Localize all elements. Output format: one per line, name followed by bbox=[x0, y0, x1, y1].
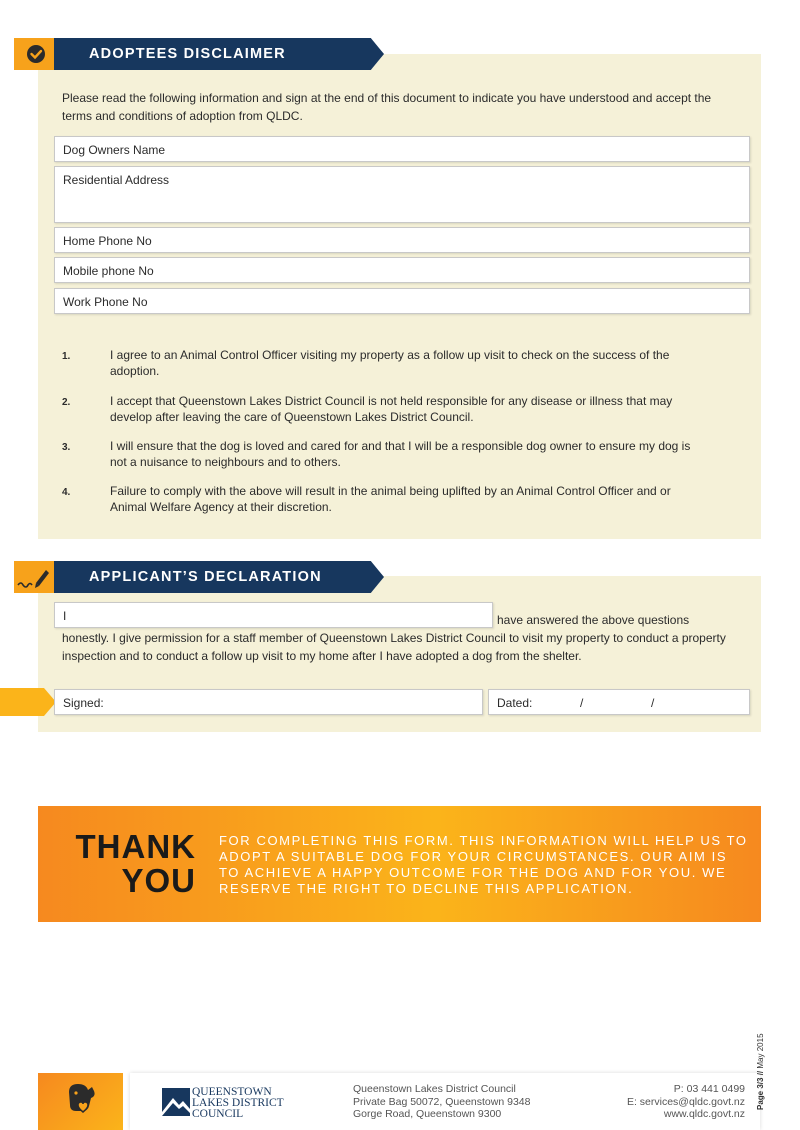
page-date: May 2015 bbox=[756, 1033, 765, 1069]
address-line: Queenstown Lakes District Council bbox=[353, 1083, 516, 1095]
list-item bbox=[62, 483, 722, 515]
declaration-header-tab bbox=[14, 561, 54, 593]
phone-line: P: 03 441 0499 bbox=[673, 1083, 745, 1095]
work-phone-label: Work Phone No bbox=[63, 295, 148, 309]
page-indicator bbox=[756, 1033, 765, 1110]
footer-icon-block bbox=[38, 1073, 123, 1130]
thank-you-line-1: THANK bbox=[75, 828, 196, 865]
address-line: Private Bag 50072, Queenstown 9348 bbox=[353, 1095, 531, 1108]
signed-field[interactable] bbox=[54, 689, 483, 715]
term-number: 2. bbox=[62, 397, 71, 408]
list-item bbox=[62, 347, 722, 379]
website-line[interactable]: www.qldc.govt.nz bbox=[663, 1108, 745, 1120]
pen-signature-icon bbox=[14, 561, 54, 593]
applicant-name-field[interactable] bbox=[54, 602, 493, 628]
signed-label: Signed: bbox=[63, 696, 104, 710]
checkmark-icon bbox=[14, 38, 54, 70]
thank-you-heading bbox=[76, 830, 196, 898]
signature-arrow-marker bbox=[0, 688, 56, 716]
thank-you-banner bbox=[38, 806, 761, 922]
date-separator: / bbox=[580, 696, 584, 710]
thank-you-line-2: YOU bbox=[121, 862, 196, 899]
term-text: Failure to comply with the above will result in the animal being uplifted by an Animal Control Officer and or Animal Welfare Agency at their discretion. bbox=[110, 484, 671, 514]
list-item bbox=[62, 393, 722, 425]
council-logo-mountains-icon bbox=[162, 1088, 190, 1116]
council-address bbox=[353, 1083, 530, 1121]
council-logo-text bbox=[192, 1087, 284, 1120]
applicant-i-label: I bbox=[63, 609, 67, 623]
disclaimer-intro: Please read the following information and sign at the end of this document to indicate you have understood and accept the terms and conditions of adoption from QLDC. bbox=[62, 91, 712, 123]
declaration-after-field: have answered the above questions bbox=[497, 613, 690, 627]
thank-you-message: FOR COMPLETING THIS FORM. THIS INFORMATION WILL HELP US TO ADOPT A SUITABLE DOG FOR YOUR CIRCUMSTANCES. OUR AIM IS TO ACHIEVE A HAPPY OUTCOME FOR THE DOG AND FOR YOU. WE RESERVE THE RIGHT TO DECLINE THIS APPLICATION. bbox=[219, 833, 748, 896]
home-phone-field[interactable] bbox=[54, 227, 750, 253]
logo-line: QUEENSTOWN bbox=[192, 1086, 272, 1098]
dog-heart-icon bbox=[64, 1082, 100, 1118]
email-line[interactable]: E: services@qldc.govt.nz bbox=[626, 1095, 745, 1108]
address-label: Residential Address bbox=[63, 173, 170, 187]
address-field[interactable] bbox=[54, 166, 750, 223]
logo-line: COUNCIL bbox=[192, 1108, 244, 1120]
dated-field[interactable] bbox=[488, 689, 750, 715]
term-number: 3. bbox=[62, 442, 71, 453]
dated-label: Dated: bbox=[497, 696, 533, 710]
mobile-phone-label: Mobile phone No bbox=[63, 264, 154, 278]
declaration-body: honestly. I give permission for a staff member of Queenstown Lakes District Council to visit my property to conduct a property inspection and to conduct a follow up visit to my home after I have adopted a dog from the shelter. bbox=[62, 631, 726, 663]
disclaimer-title: ADOPTEES DISCLAIMER bbox=[89, 46, 286, 62]
list-item bbox=[62, 438, 722, 470]
date-separator: / bbox=[651, 696, 655, 710]
disclaimer-header-tab bbox=[14, 38, 54, 70]
term-text: I agree to an Animal Control Officer visiting my property as a follow up visit to check on the success of the adoption. bbox=[110, 348, 670, 378]
term-text: I accept that Queenstown Lakes District Council is not held responsible for any disease or illness that may develop after leaving the care of Queenstown Lakes District Council. bbox=[110, 394, 673, 424]
term-text: I will ensure that the dog is loved and cared for and that I will be a responsible dog owner to ensure my dog is not a nuisance to neighbours and to others. bbox=[110, 439, 691, 469]
address-line: Gorge Road, Queenstown 9300 bbox=[353, 1108, 502, 1120]
owner-name-field[interactable] bbox=[54, 136, 750, 162]
page-number: Page 3/3 bbox=[756, 1077, 765, 1110]
mobile-phone-field[interactable] bbox=[54, 257, 750, 283]
term-number: 4. bbox=[62, 487, 71, 498]
home-phone-label: Home Phone No bbox=[63, 234, 152, 248]
work-phone-field[interactable] bbox=[54, 288, 750, 314]
declaration-title: APPLICANT’S DECLARATION bbox=[89, 569, 322, 585]
logo-line: LAKES DISTRICT bbox=[192, 1097, 284, 1109]
council-contact bbox=[627, 1083, 745, 1121]
owner-name-label: Dog Owners Name bbox=[63, 143, 166, 157]
page-sep: // bbox=[756, 1070, 765, 1076]
term-number: 1. bbox=[62, 351, 71, 362]
